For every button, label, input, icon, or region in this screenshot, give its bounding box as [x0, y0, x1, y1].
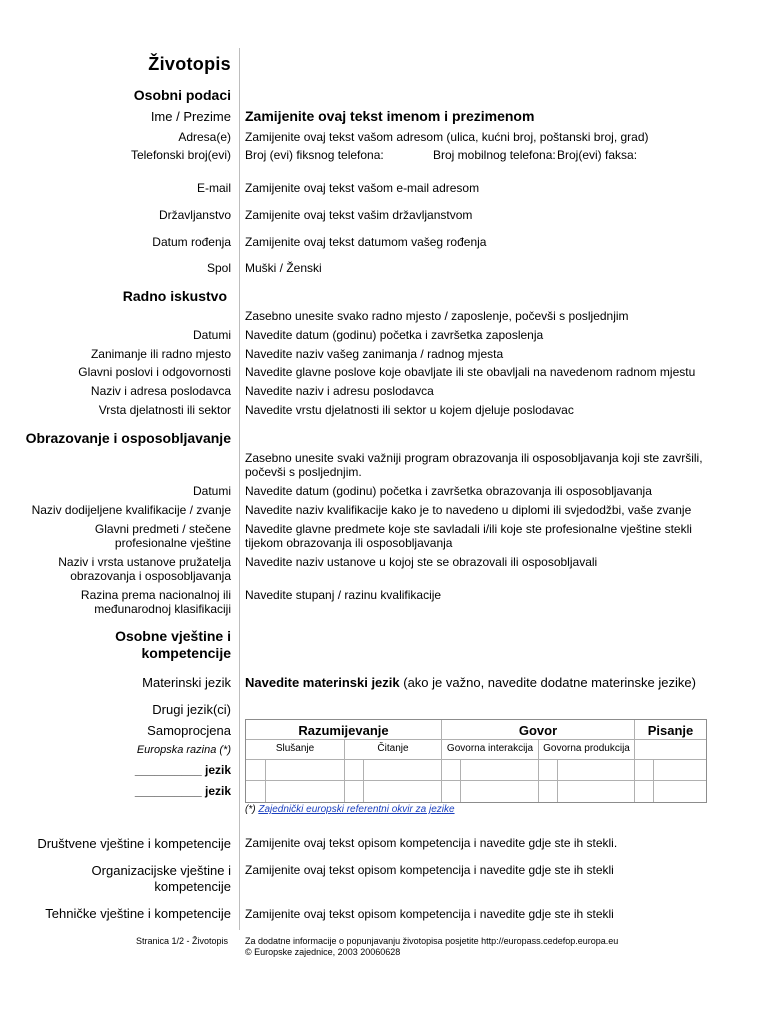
table-vline-cell-5	[653, 759, 654, 802]
work-sector-value[interactable]: Navedite vrstu djelatnosti ili sektor u kojem djeluje poslodavac	[245, 403, 574, 417]
edu-dates-label: Datumi	[192, 484, 231, 498]
language-row-1-label[interactable]: __________ jezik	[134, 763, 231, 777]
edu-dates-value[interactable]: Navedite datum (godinu) početka i završetka obrazovanja ili osposobljavanja	[245, 484, 652, 498]
table-sub-interaction: Govorna interakcija	[446, 743, 534, 754]
mother-tongue-rest: (ako je važno, navedite dodatne materinske jezike)	[399, 675, 696, 690]
citizenship-value[interactable]: Zamijenite ovaj tekst vašim državljanstvom	[245, 208, 473, 222]
phone-label: Telefonski broj(evi)	[130, 148, 231, 162]
work-heading: Radno iskustvo	[122, 288, 227, 304]
name-value[interactable]: Zamijenite ovaj tekst imenom i prezimenom	[245, 108, 535, 124]
cefr-link[interactable]: Zajednički europski referentni okvir za jezike	[258, 804, 455, 815]
table-vline-cell-3	[460, 759, 461, 802]
work-duties-label: Glavni poslovi i odgovornosti	[78, 365, 231, 379]
footer-page: Stranica 1/2 - Životopis	[135, 936, 228, 946]
personal-heading: Osobni podaci	[133, 87, 231, 103]
dob-value[interactable]: Zamijenite ovaj tekst datumom vašeg rođenja	[245, 235, 487, 249]
mother-tongue-label: Materinski jezik	[142, 675, 231, 690]
social-skills-value[interactable]: Zamijenite ovaj tekst opisom kompetencija i navedite gdje ste ih stekli.	[245, 836, 618, 850]
tech-skills-value[interactable]: Zamijenite ovaj tekst opisom kompetencija i navedite gdje ste ih stekli	[245, 907, 614, 921]
org-skills-label-1: Organizacijske vještine i	[91, 863, 231, 878]
language-row-2-label[interactable]: __________ jezik	[134, 784, 231, 798]
email-label: E-mail	[196, 181, 231, 195]
edu-provider-value[interactable]: Navedite naziv ustanove u kojoj ste se obrazovali ili osposobljavali	[245, 555, 598, 569]
phone-fax[interactable]: Broj(evi) faksa:	[557, 148, 638, 162]
page-title: Životopis	[148, 54, 231, 74]
footnote-mark: (*)	[245, 804, 259, 815]
table-hline-2	[246, 759, 706, 760]
self-assessment-label: Samoprocjena	[147, 723, 231, 738]
column-divider	[239, 48, 240, 930]
phone-fixed[interactable]: Broj (evi) fiksnog telefona:	[245, 148, 384, 162]
edu-subjects-label-2: profesionalne vještine	[114, 536, 231, 550]
work-dates-label: Datumi	[192, 328, 231, 342]
footer-copyright: © Europske zajednice, 2003 20060628	[245, 947, 401, 957]
edu-provider-label-1: Naziv i vrsta ustanove pružatelja	[58, 555, 231, 569]
edu-level-label-2: međunarodnoj klasifikaciji	[94, 602, 231, 616]
edu-level-label-1: Razina prema nacionalnoj ili	[80, 588, 231, 602]
skills-heading-1: Osobne vještine i	[115, 628, 231, 644]
work-employer-label: Naziv i adresa poslodavca	[90, 384, 231, 398]
edu-subjects-value[interactable]: Navedite glavne predmete koje ste savladali i/ili koje ste profesionalne vještine stekli tijekom obrazovanja ili osposobljavanja	[245, 522, 692, 550]
work-occupation-label: Zanimanje ili radno mjesto	[90, 347, 231, 361]
work-intro: Zasebno unesite svako radno mjesto / zaposlenje, počevši s posljednjim	[245, 309, 629, 323]
table-hline-3	[246, 780, 706, 781]
work-employer-value[interactable]: Navedite naziv i adresu poslodavca	[245, 384, 434, 398]
edu-level-value[interactable]: Navedite stupanj / razinu kvalifikacije	[245, 588, 442, 602]
address-label: Adresa(e)	[178, 130, 231, 144]
edu-subjects-label-1: Glavni predmeti / stečene	[94, 522, 231, 536]
table-header-understanding: Razumijevanje	[298, 723, 389, 738]
work-sector-label: Vrsta djelatnosti ili sektor	[98, 403, 231, 417]
table-sub-reading: Čitanje	[377, 743, 409, 754]
language-footnote	[245, 804, 455, 816]
edu-qualification-value[interactable]: Navedite naziv kvalifikacije kako je to navedeno u diplomi ili svjedodžbi, vaše zvanje	[245, 503, 692, 517]
citizenship-label: Državljanstvo	[158, 208, 231, 222]
education-heading: Obrazovanje i osposobljavanje	[25, 430, 231, 446]
mother-tongue-bold: Navedite materinski jezik	[245, 675, 400, 690]
language-table	[245, 719, 707, 803]
european-level-label: Europska razina (*)	[136, 744, 231, 756]
footer-info: Za dodatne informacije o popunjavanju životopisa posjetite http://europass.cedefop.europa.eu	[245, 936, 619, 946]
table-sub-listening: Slušanje	[275, 743, 315, 754]
mother-tongue-value[interactable]	[245, 675, 696, 690]
edu-qualification-label: Naziv dodijeljene kvalifikacije / zvanje	[31, 503, 231, 517]
other-languages-label: Drugi jezik(ci)	[152, 702, 231, 717]
edu-provider-label-2: obrazovanja i osposobljavanja	[70, 569, 231, 583]
gender-value[interactable]: Muški / Ženski	[245, 261, 322, 275]
address-value[interactable]: Zamijenite ovaj tekst vašom adresom (ulica, kućni broj, poštanski broj, grad)	[245, 130, 649, 144]
table-header-speaking: Govor	[518, 723, 558, 738]
tech-skills-label: Tehničke vještine i kompetencije	[45, 906, 231, 921]
phone-mobile[interactable]: Broj mobilnog telefona:	[433, 148, 556, 162]
gender-label: Spol	[206, 261, 231, 275]
social-skills-label: Društvene vještine i kompetencije	[37, 836, 231, 851]
work-occupation-value[interactable]: Navedite naziv vašeg zanimanja / radnog mjesta	[245, 347, 504, 361]
table-hline-1	[246, 739, 706, 740]
table-vline-cell-4	[557, 759, 558, 802]
org-skills-value[interactable]: Zamijenite ovaj tekst opisom kompetencija i navedite gdje ste ih stekli	[245, 863, 614, 877]
table-vline-cell-2	[363, 759, 364, 802]
work-dates-value[interactable]: Navedite datum (godinu) početka i završetka zaposlenja	[245, 328, 544, 342]
org-skills-label-2: kompetencije	[154, 879, 231, 894]
email-value[interactable]: Zamijenite ovaj tekst vašom e-mail adresom	[245, 181, 480, 195]
dob-label: Datum rođenja	[152, 235, 231, 249]
table-header-writing: Pisanje	[647, 723, 694, 738]
name-label: Ime / Prezime	[150, 109, 231, 124]
skills-heading-2: kompetencije	[141, 645, 231, 661]
education-intro: Zasebno unesite svaki važniji program obrazovanja ili osposobljavanja koji ste završili, počevši s posljednjim.	[245, 451, 703, 479]
table-vline-cell-1	[265, 759, 266, 802]
table-sub-production: Govorna produkcija	[543, 743, 630, 754]
work-duties-value[interactable]: Navedite glavne poslove koje obavljate ili ste obavljali na navedenom radnom mjestu	[245, 365, 696, 379]
